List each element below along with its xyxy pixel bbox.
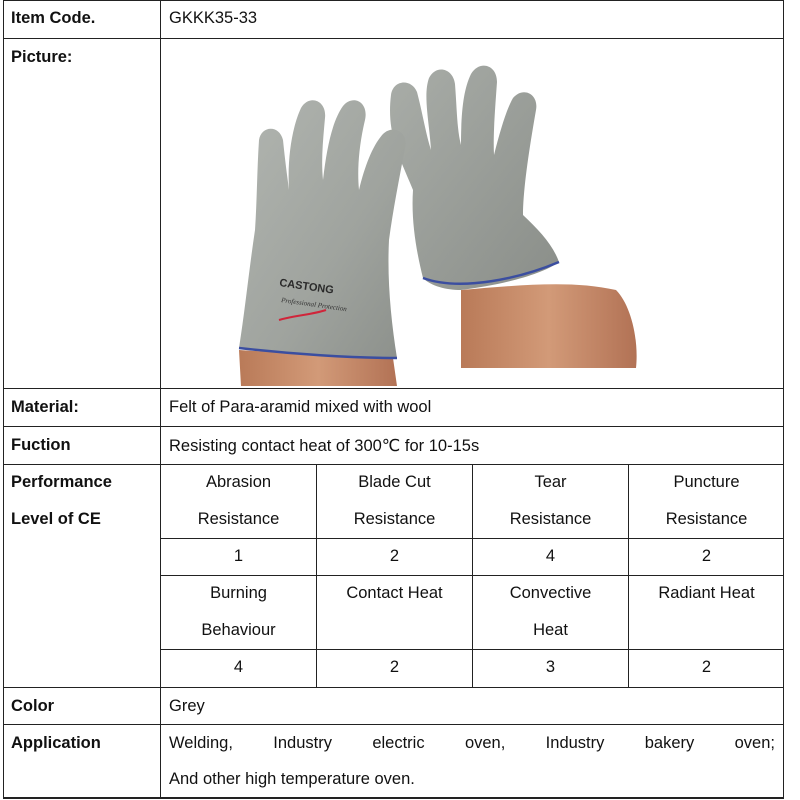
tear-level: 4 — [545, 547, 556, 565]
glove-illustration — [161, 40, 785, 386]
table-border-bottom — [3, 797, 784, 799]
color-label: Color — [11, 697, 55, 715]
contact-heat-level: 2 — [389, 658, 400, 676]
color-value: Grey — [169, 697, 205, 715]
radiant-heat-header: Radiant Heat — [658, 584, 755, 602]
puncture-header-line2: Resistance — [665, 510, 748, 528]
glove-tagline: Professional Protection — [280, 296, 348, 314]
application-value-line2: And other high temperature oven. — [169, 770, 415, 788]
burning-header: Burning — [210, 584, 267, 602]
item-code-value: GKKK35-33 — [169, 9, 258, 27]
burning-header-line2: Behaviour — [201, 621, 276, 639]
puncture-level: 2 — [701, 547, 712, 565]
row-divider — [3, 388, 784, 389]
picture-label: Picture: — [11, 48, 73, 66]
performance-label-ce: Level of CE — [11, 510, 101, 528]
abrasion-header-line2: Resistance — [197, 510, 280, 528]
radiant-heat-level: 2 — [701, 658, 712, 676]
row-divider — [3, 38, 784, 39]
contact-heat-header: Contact Heat — [346, 584, 443, 602]
blade-cut-header-line2: Resistance — [353, 510, 436, 528]
abrasion-header: Abrasion — [205, 473, 272, 491]
right-glove — [390, 66, 559, 290]
right-forearm — [461, 284, 637, 368]
convective-heat-header: Convective — [509, 584, 592, 602]
left-glove — [239, 100, 406, 358]
material-value: Felt of Para-aramid mixed with wool — [169, 398, 432, 416]
glove-brand-logo: CASTONG — [278, 277, 335, 297]
spec-table — [3, 0, 783, 799]
performance-label: Performance — [11, 473, 112, 491]
tear-header-line2: Resistance — [509, 510, 592, 528]
application-value-line1: Welding, Industry electric oven, Industry bakery oven; — [169, 734, 775, 752]
convective-heat-level: 3 — [545, 658, 556, 676]
puncture-header: Puncture — [673, 473, 740, 491]
application-label: Application — [11, 734, 101, 752]
row-divider — [3, 687, 784, 688]
burning-level: 4 — [233, 658, 244, 676]
blade-cut-level: 2 — [389, 547, 400, 565]
table-border-top — [3, 0, 784, 1]
product-photo — [161, 40, 785, 386]
blade-cut-header: Blade Cut — [358, 473, 431, 491]
row-divider — [3, 724, 784, 725]
table-border-left — [3, 0, 4, 799]
item-code-label: Item Code. — [11, 9, 96, 27]
function-label: Fuction — [11, 436, 71, 454]
material-label: Material: — [11, 398, 79, 416]
abrasion-level: 1 — [233, 547, 244, 565]
row-divider — [3, 426, 784, 427]
function-value: Resisting contact heat of 300℃ for 10-15s — [169, 437, 480, 455]
tear-header: Tear — [534, 473, 567, 491]
convective-heat-header-line2: Heat — [533, 621, 568, 639]
